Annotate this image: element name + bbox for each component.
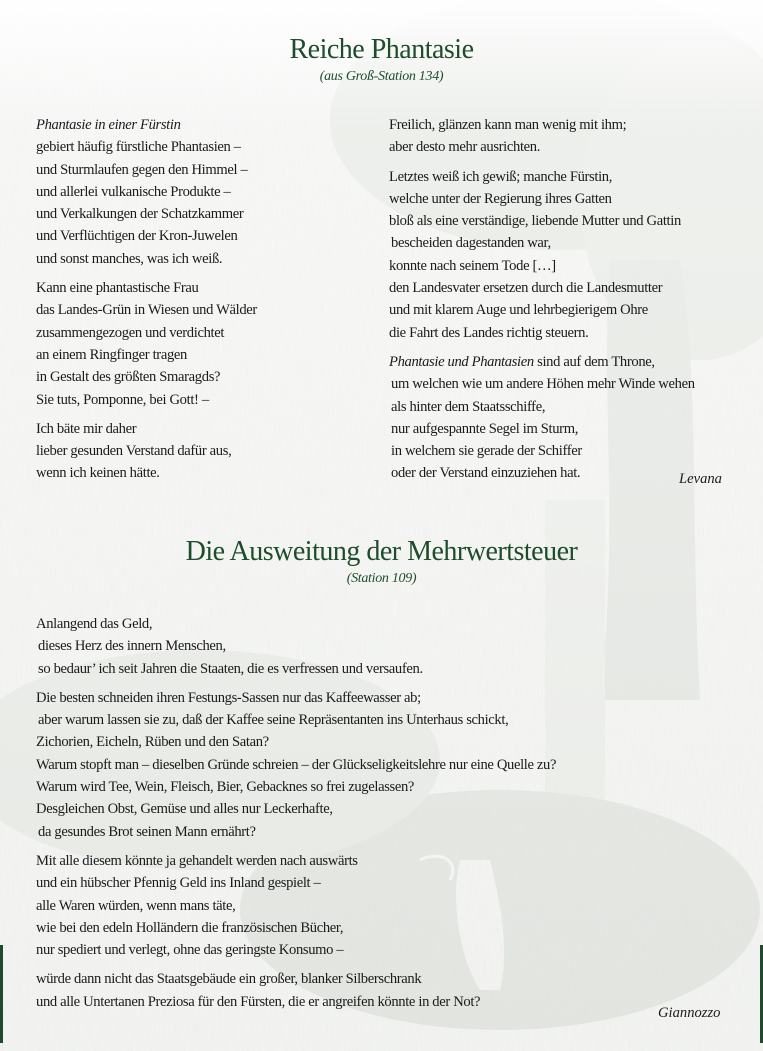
poem-line: wie bei den edeln Holländern die französischen Bücher,: [36, 919, 344, 936]
stanza: [389, 351, 734, 485]
poem-line: an einem Ringfinger tragen: [36, 346, 187, 363]
poem-line: Warum stopft man – dieselben Gründe schreien – der Glückseligkeitslehre nur eine Quelle zu?: [36, 756, 557, 773]
poem-line: Ich bäte mir daher: [36, 420, 137, 437]
section2-subtitle: (Station 109): [346, 571, 417, 586]
poem-line: zusammengezogen und verdichtet: [36, 324, 225, 341]
poem-line: Letztes weiß ich gewiß; manche Fürstin,: [389, 168, 613, 185]
stanza: [389, 114, 734, 159]
stanza: [36, 418, 376, 485]
poem-line: und Verflüchtigen der Kron-Juwelen: [36, 228, 238, 245]
poem-line: gebiert häufig fürstliche Phantasien –: [36, 139, 241, 156]
poem-line: Warum wird Tee, Wein, Fleisch, Bier, Gebacknes so frei zugelassen?: [36, 779, 415, 796]
section1-title: Reiche Phantasie: [289, 34, 474, 65]
poem-line: Phantasie in einer Fürstin: [36, 117, 181, 133]
section2-title: Die Ausweitung der Mehrwertsteuer: [185, 536, 578, 567]
poem-line: Die besten schneiden ihren Festungs-Sassen nur das Kaffeewasser ab;: [36, 689, 421, 706]
section1-subtitle: (aus Groß-Station 134): [319, 69, 444, 84]
poem-line: lieber gesunden Verstand dafür aus,: [36, 443, 232, 460]
poem-line: Sie tuts, Pomponne, bei Gott! –: [36, 391, 209, 408]
poem-line: Zichorien, Eicheln, Rüben und den Satan?: [36, 734, 269, 751]
poem-line: und sonst manches, was ich weiß.: [36, 250, 223, 267]
poem-line: dieses Herz des innern Menschen,: [38, 638, 226, 655]
poem-line: so bedaur’ ich seit Jahren die Staaten, die es verfressen und versaufen.: [38, 660, 423, 677]
poem-line: konnte nach seinem Tode […]: [389, 257, 556, 274]
poem-line: die Fahrt des Landes richtig steuern.: [389, 324, 589, 341]
stanza: [36, 114, 376, 270]
poem-line: um welchen wie um andere Höhen mehr Winde wehen: [391, 376, 695, 393]
poem-line: nur spediert und verlegt, ohne das geringste Konsumo –: [36, 942, 344, 959]
poem-line: oder der Verstand einzuziehen hat.: [391, 465, 581, 482]
poem-line: Kann eine phantastische Frau: [36, 280, 199, 297]
poem-line: aber desto mehr ausrichten.: [389, 139, 541, 156]
poem-line: den Landesvater ersetzen durch die Landesmutter: [389, 280, 663, 297]
poem-line: aber warum lassen sie zu, daß der Kaffee seine Repräsentanten ins Unterhaus schickt,: [38, 712, 509, 729]
section2-body: [36, 613, 736, 1020]
poem-line: und allerlei vulkanische Produkte –: [36, 183, 231, 200]
poem-line: in Gestalt des größten Smaragds?: [36, 369, 221, 386]
poem-line: Anlangend das Geld,: [36, 616, 153, 632]
stanza: [389, 166, 734, 344]
poem-line: und ein hübscher Pfennig Geld ins Inland gespielt –: [36, 875, 321, 892]
poem-line: bescheiden dagestanden war,: [391, 235, 551, 252]
poem-line: und mit klarem Auge und lehrbegierigem Ohre: [389, 302, 648, 319]
stanza: [36, 850, 736, 961]
section1-left-column: [36, 114, 376, 492]
section1-right-column: [389, 114, 734, 492]
italic-phrase: Phantasie und Phantasien: [389, 353, 534, 370]
poem-line: das Landes-Grün in Wiesen und Wälder: [36, 302, 257, 319]
line-rest: sind auf dem Throne,: [533, 353, 655, 370]
poem-line: als hinter dem Staatsschiffe,: [391, 398, 546, 415]
poem-line: bloß als eine verständige, liebende Mutter und Gattin: [389, 213, 681, 230]
poem-line: und Sturmlaufen gegen den Himmel –: [36, 161, 248, 178]
poem-line: Freilich, glänzen kann man wenig mit ihm;: [389, 117, 627, 133]
poem-line: welche unter der Regierung ihres Gatten: [389, 190, 612, 207]
stanza: [36, 277, 376, 411]
poem-line: Mit alle diesem könnte ja gehandelt werden nach auswärts: [36, 852, 358, 869]
poem-line: da gesundes Brot seinen Mann ernährt?: [38, 823, 256, 840]
stanza: [36, 968, 736, 1013]
poem-line: würde dann nicht das Staatsgebäude ein großer, blanker Silberschrank: [36, 971, 422, 988]
poem-line: alle Waren würden, wenn mans täte,: [36, 897, 236, 914]
poem-line: wenn ich keinen hätte.: [36, 465, 160, 482]
section2-author: Giannozzo: [658, 1005, 721, 1021]
poem-line: in welchem sie gerade der Schiffer: [391, 443, 582, 460]
poem-line: Desgleichen Obst, Gemüse und alles nur Leckerhafte,: [36, 801, 333, 818]
poem-line: [389, 351, 734, 373]
stanza: [36, 687, 736, 843]
poem-line: nur aufgespannte Segel im Sturm,: [391, 420, 578, 437]
stanza: [36, 613, 736, 680]
section1-author: Levana: [679, 471, 722, 487]
poem-line: und Verkalkungen der Schatzkammer: [36, 206, 244, 223]
poem-line: und alle Untertanen Preziosa für den Fürsten, die er angreifen könnte in der Not?: [36, 993, 481, 1010]
